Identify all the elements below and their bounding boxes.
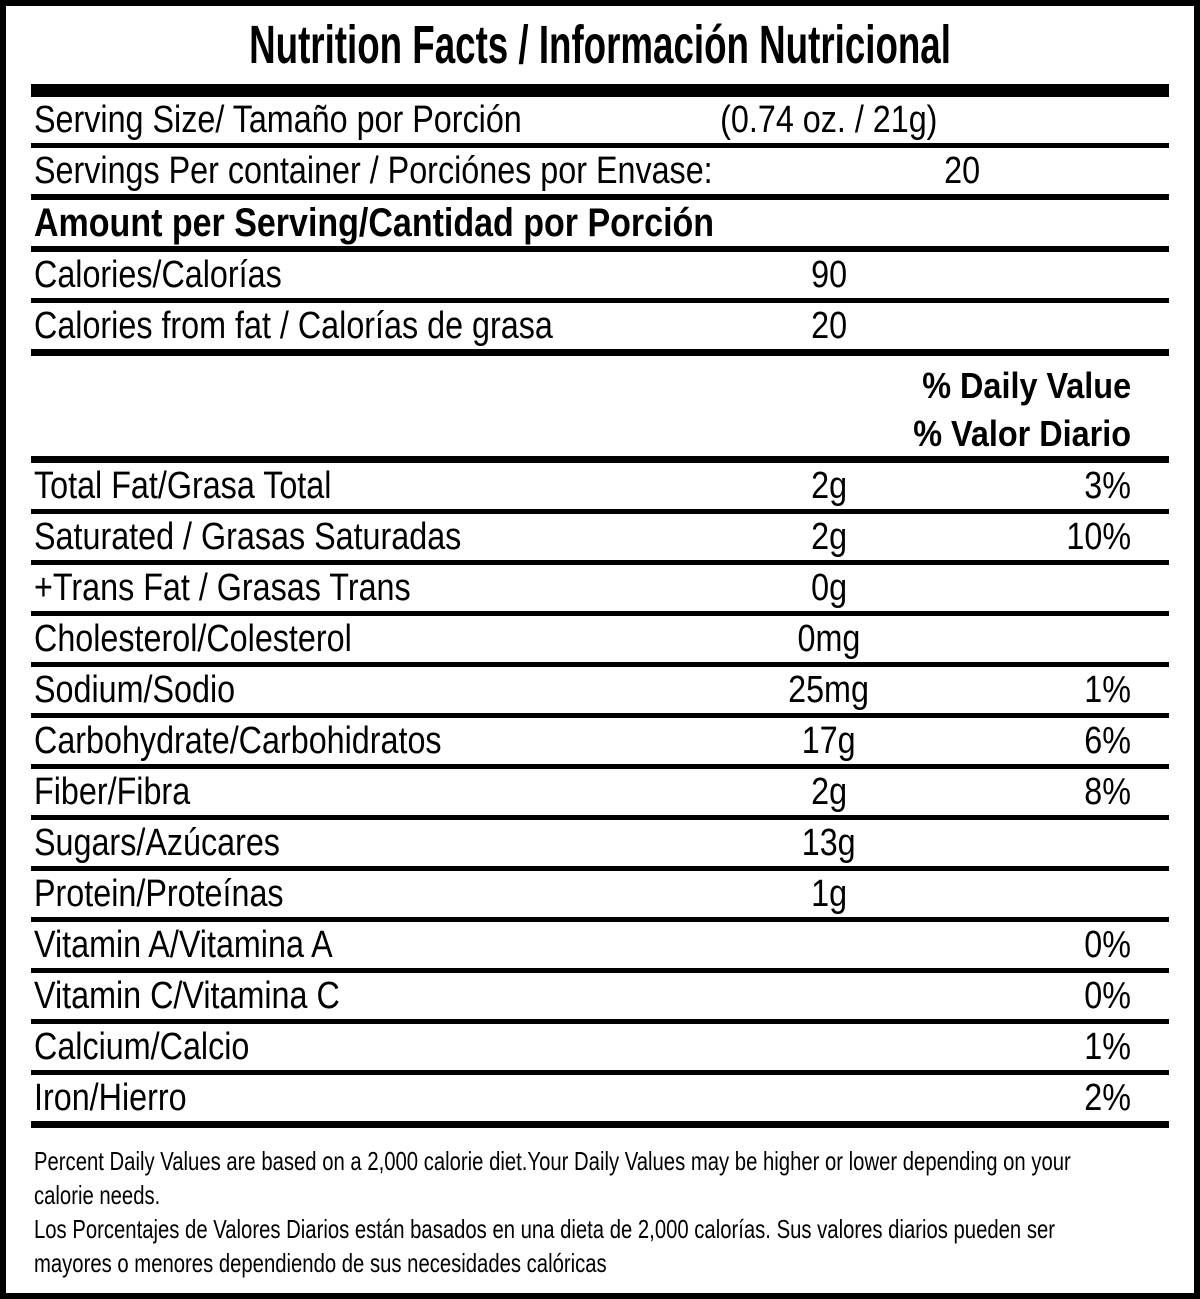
nutrient-label: Fiber/Fibra bbox=[34, 770, 191, 813]
calories-label: Calories/Calorías bbox=[34, 253, 282, 296]
nutrient-label-cell bbox=[31, 873, 699, 916]
label-body bbox=[31, 84, 1169, 1280]
nutrient-row bbox=[31, 769, 1169, 820]
nutrient-row bbox=[31, 922, 1169, 973]
servings-per-container-value-cell bbox=[832, 150, 1092, 193]
nutrient-dv-cell bbox=[959, 822, 1169, 865]
footnote-line: mayores o menores dependiendo de sus necesidades calóricas bbox=[34, 1248, 607, 1278]
nutrient-amount: 2g bbox=[811, 515, 847, 558]
title-divider-bar bbox=[31, 84, 1169, 97]
nutrient-label-cell bbox=[31, 669, 699, 712]
nutrient-label-cell bbox=[31, 771, 699, 814]
serving-size-row bbox=[31, 97, 1169, 148]
daily-value-header-es-line bbox=[31, 412, 1169, 456]
nutrient-label: Sugars/Azúcares bbox=[34, 821, 280, 864]
footnote-line: Percent Daily Values are based on a 2,000 calorie diet.Your Daily Values may be higher or lower depending on your bbox=[34, 1146, 1071, 1176]
amount-per-serving-header-row bbox=[31, 200, 1169, 252]
calories-from-fat-value-cell bbox=[699, 305, 959, 348]
nutrient-dv-cell bbox=[959, 669, 1169, 712]
nutrient-row bbox=[31, 820, 1169, 871]
nutrient-label-cell bbox=[31, 516, 699, 559]
servings-per-container-label-cell bbox=[31, 150, 832, 193]
nutrient-dv-cell bbox=[959, 1026, 1169, 1069]
nutrient-amount: 0g bbox=[811, 566, 847, 609]
nutrient-amount-cell bbox=[699, 516, 959, 559]
nutrient-amount: 1g bbox=[811, 872, 847, 915]
calories-value: 90 bbox=[811, 253, 847, 296]
nutrient-daily-value: 1% bbox=[1084, 668, 1131, 711]
nutrient-label: Protein/Proteínas bbox=[34, 872, 284, 915]
nutrient-dv-cell bbox=[959, 516, 1169, 559]
nutrient-label-cell bbox=[31, 822, 699, 865]
nutrient-amount-cell bbox=[699, 567, 959, 610]
servings-per-container-value: 20 bbox=[944, 149, 981, 192]
serving-size-value-cell bbox=[699, 99, 959, 142]
nutrient-dv-cell bbox=[959, 1077, 1169, 1120]
nutrient-daily-value: 6% bbox=[1084, 719, 1131, 762]
nutrient-label: Calcium/Calcio bbox=[34, 1025, 250, 1068]
nutrient-amount-cell bbox=[699, 1026, 959, 1069]
nutrient-row bbox=[31, 463, 1169, 514]
nutrient-daily-value: 3% bbox=[1084, 464, 1131, 507]
footnote-line: Los Porcentajes de Valores Diarios están basados en una dieta de 2,000 calorías. Sus valores diarios pueden ser bbox=[34, 1214, 1056, 1244]
nutrient-daily-value: 1% bbox=[1084, 1025, 1131, 1068]
serving-size-value: (0.74 oz. / 21g) bbox=[720, 98, 938, 141]
nutrient-amount: 0mg bbox=[797, 617, 861, 660]
nutrient-dv-cell bbox=[959, 465, 1169, 508]
nutrient-daily-value: 0% bbox=[1084, 923, 1131, 966]
amount-per-serving-header: Amount per Serving/Cantidad por Porción bbox=[34, 200, 715, 245]
nutrient-row bbox=[31, 514, 1169, 565]
nutrient-row bbox=[31, 565, 1169, 616]
daily-value-header-es: % Valor Diario bbox=[913, 413, 1131, 454]
nutrient-amount-cell bbox=[699, 1077, 959, 1120]
nutrient-label-cell bbox=[31, 1077, 699, 1120]
nutrient-label: Vitamin A/Vitamina A bbox=[34, 923, 333, 966]
daily-value-header bbox=[31, 356, 1169, 463]
calories-label-cell bbox=[31, 254, 699, 297]
nutrient-label: Carbohydrate/Carbohidratos bbox=[34, 719, 442, 762]
nutrient-label-cell bbox=[31, 567, 699, 610]
footnote bbox=[31, 1128, 1169, 1280]
nutrient-daily-value: 2% bbox=[1084, 1076, 1131, 1119]
nutrient-dv-cell bbox=[959, 720, 1169, 763]
nutrient-label-cell bbox=[31, 975, 699, 1018]
servings-per-container-label: Servings Per container / Porciónes por Envase: bbox=[34, 149, 713, 192]
calories-from-fat-value: 20 bbox=[811, 304, 847, 347]
nutrient-label: Sodium/Sodio bbox=[34, 668, 236, 711]
nutrient-row bbox=[31, 871, 1169, 922]
nutrient-label: Iron/Hierro bbox=[34, 1076, 187, 1119]
nutrient-dv-cell bbox=[959, 771, 1169, 814]
calories-from-fat-label: Calories from fat / Calorías de grasa bbox=[34, 304, 553, 347]
nutrient-daily-value: 8% bbox=[1084, 770, 1131, 813]
calories-row bbox=[31, 252, 1169, 303]
nutrient-row bbox=[31, 1024, 1169, 1075]
amount-per-serving-header-cell bbox=[31, 201, 834, 246]
nutrient-label-cell bbox=[31, 1026, 699, 1069]
label-header bbox=[6, 6, 1194, 84]
nutrient-label: Saturated / Grasas Saturadas bbox=[34, 515, 462, 558]
nutrient-row bbox=[31, 718, 1169, 769]
nutrient-amount: 17g bbox=[802, 719, 856, 762]
nutrient-label-cell bbox=[31, 618, 699, 661]
nutrient-amount-cell bbox=[699, 924, 959, 967]
footnote-line: calorie needs. bbox=[34, 1180, 161, 1210]
nutrient-dv-cell bbox=[959, 975, 1169, 1018]
nutrient-amount-cell bbox=[699, 720, 959, 763]
nutrient-label-cell bbox=[31, 720, 699, 763]
nutrients-table bbox=[31, 463, 1169, 1128]
calories-value-cell bbox=[699, 254, 959, 297]
nutrient-dv-cell bbox=[959, 924, 1169, 967]
nutrient-label: +Trans Fat / Grasas Trans bbox=[34, 566, 411, 609]
nutrient-amount-cell bbox=[699, 669, 959, 712]
nutrient-daily-value: 10% bbox=[1066, 515, 1131, 558]
nutrient-daily-value: 0% bbox=[1084, 974, 1131, 1017]
nutrient-amount-cell bbox=[699, 873, 959, 916]
nutrient-amount: 13g bbox=[802, 821, 856, 864]
nutrient-amount-cell bbox=[699, 975, 959, 1018]
label-title: Nutrition Facts / Información Nutricional bbox=[249, 15, 951, 75]
nutrient-row bbox=[31, 973, 1169, 1024]
nutrient-row bbox=[31, 616, 1169, 667]
nutrient-label: Total Fat/Grasa Total bbox=[34, 464, 332, 507]
nutrient-amount-cell bbox=[699, 618, 959, 661]
serving-size-label-cell bbox=[31, 99, 699, 142]
nutrient-amount: 25mg bbox=[788, 668, 870, 711]
nutrient-amount: 2g bbox=[811, 770, 847, 813]
nutrient-dv-cell bbox=[959, 618, 1169, 661]
nutrient-row bbox=[31, 667, 1169, 718]
nutrient-label-cell bbox=[31, 924, 699, 967]
nutrient-dv-cell bbox=[959, 873, 1169, 916]
daily-value-header-en-line bbox=[31, 364, 1169, 408]
nutrient-amount-cell bbox=[699, 771, 959, 814]
serving-size-label: Serving Size/ Tamaño por Porción bbox=[34, 98, 522, 141]
nutrient-label: Cholesterol/Colesterol bbox=[34, 617, 352, 660]
daily-value-header-en: % Daily Value bbox=[922, 365, 1131, 406]
nutrient-label-cell bbox=[31, 465, 699, 508]
nutrient-row bbox=[31, 1075, 1169, 1128]
nutrient-label: Vitamin C/Vitamina C bbox=[34, 974, 340, 1017]
nutrient-amount: 2g bbox=[811, 464, 847, 507]
nutrient-dv-cell bbox=[959, 567, 1169, 610]
nutrient-amount-cell bbox=[699, 822, 959, 865]
servings-per-container-row bbox=[31, 148, 1169, 200]
calories-from-fat-row bbox=[31, 303, 1169, 356]
calories-from-fat-label-cell bbox=[31, 305, 699, 348]
nutrient-amount-cell bbox=[699, 465, 959, 508]
